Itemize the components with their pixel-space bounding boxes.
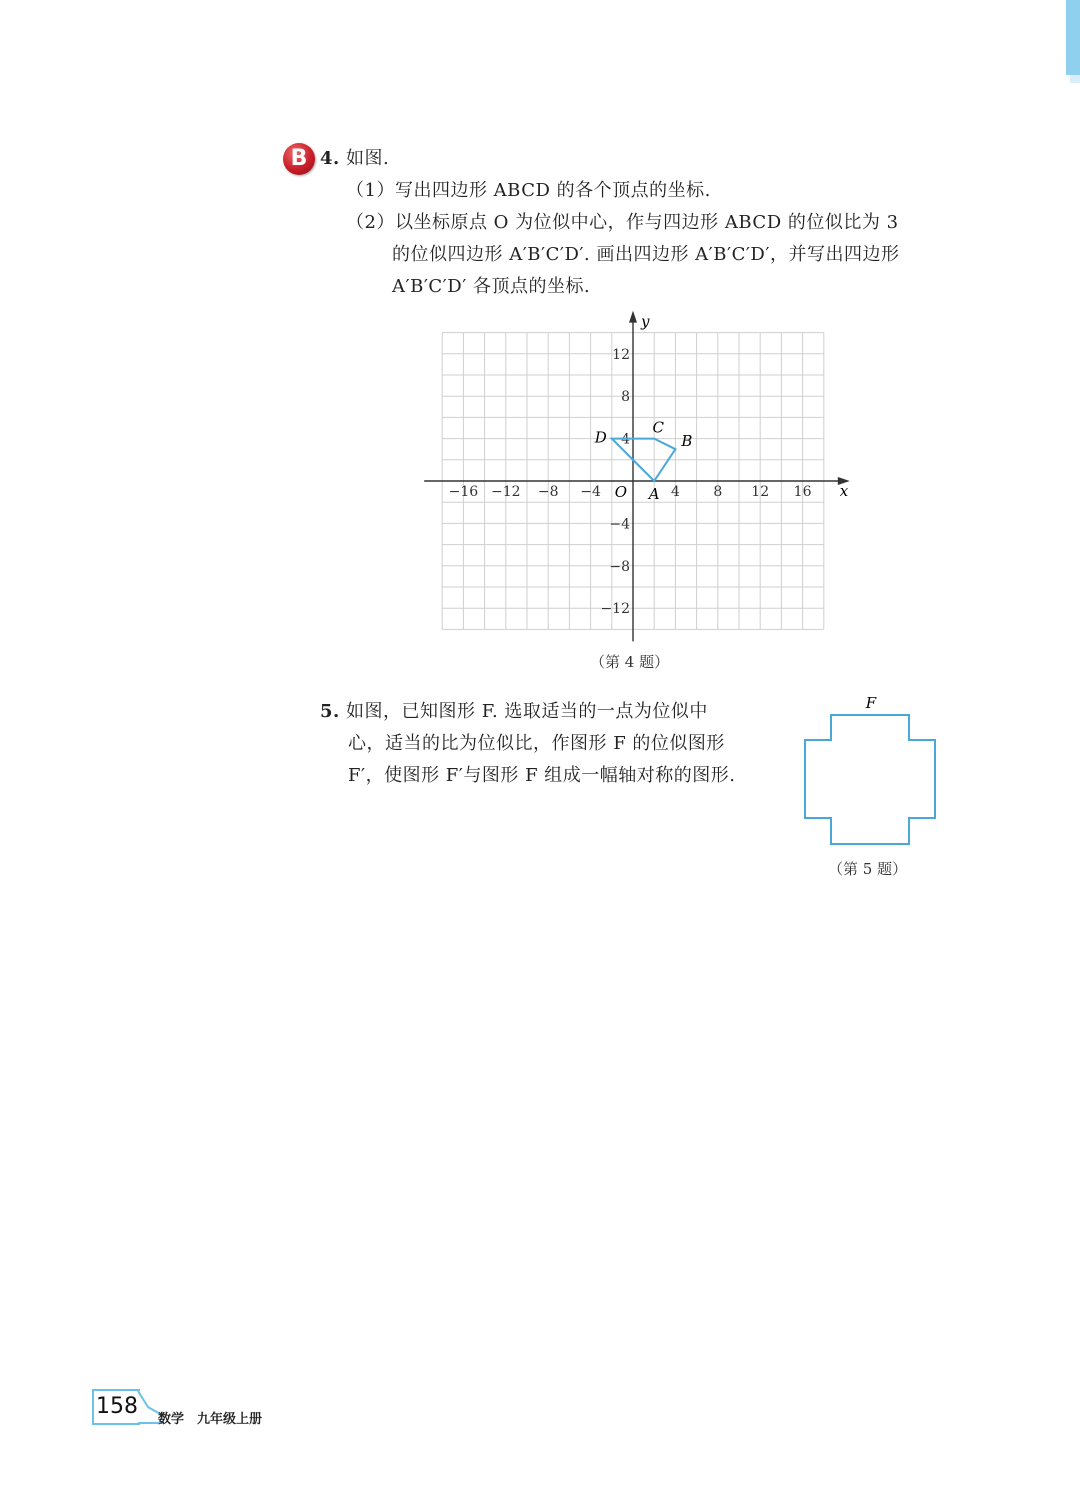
x-tick-label: −16 bbox=[448, 484, 479, 500]
vertex-label-a: A bbox=[648, 485, 660, 503]
vertex-label-b: B bbox=[681, 432, 693, 451]
q5-number: 5. bbox=[320, 701, 340, 722]
q5-line3: F′，使图形 F′与图形 F 组成一幅轴对称的图形. bbox=[348, 765, 736, 786]
q5-text-line1: 如图，已知图形 F. 选取适当的一点为位似中 bbox=[346, 701, 708, 722]
y-tick-label: −12 bbox=[600, 601, 630, 618]
coordinate-plane-chart bbox=[0, 0, 1080, 680]
figure-f-label: F bbox=[865, 694, 877, 712]
q4-part1: （1）写出四边形 ABCD 的各个顶点的坐标. bbox=[346, 180, 711, 201]
section-badge: B bbox=[283, 143, 315, 175]
vertex-label-d: D bbox=[594, 428, 607, 447]
q4-part2-line3: A′B′C′D′ 各顶点的坐标. bbox=[392, 276, 591, 297]
q4-part2-line2: 的位似四边形 A′B′C′D′. 画出四边形 A′B′C′D′，并写出四边形 bbox=[392, 244, 900, 265]
figure-f-shape bbox=[805, 715, 935, 844]
q5-line1 bbox=[320, 700, 708, 724]
y-tick-label: 4 bbox=[621, 431, 630, 448]
q4-caption: （第 4 题） bbox=[590, 653, 670, 671]
q4-intro: 如图. bbox=[346, 148, 390, 169]
vertex-label-c: C bbox=[652, 418, 664, 437]
figure-f bbox=[795, 690, 945, 855]
q4-part2-line1: （2）以坐标原点 O 为位似中心，作与四边形 ABCD 的位似比为 3 bbox=[346, 212, 899, 233]
x-tick-label: −8 bbox=[537, 484, 559, 500]
q4-number: 4. bbox=[320, 148, 340, 169]
page-number: 158 bbox=[92, 1389, 140, 1425]
tick-labels bbox=[449, 347, 812, 617]
y-axis-label: y bbox=[641, 312, 650, 331]
y-tick-label: −8 bbox=[609, 558, 630, 575]
y-axis-arrow bbox=[629, 311, 637, 323]
y-tick-label: 8 bbox=[621, 389, 630, 406]
book-title: 数学 九年级上册 bbox=[158, 1412, 263, 1427]
axes bbox=[424, 311, 850, 642]
x-axis-label: x bbox=[839, 482, 849, 500]
x-tick-label: 16 bbox=[793, 484, 812, 500]
q5-line2: 心，适当的比为位似比，作图形 F 的位似图形 bbox=[348, 733, 725, 754]
x-tick-label: −12 bbox=[491, 484, 521, 500]
x-tick-label: −4 bbox=[580, 484, 601, 500]
x-tick-label: 12 bbox=[751, 484, 770, 500]
y-tick-label: −4 bbox=[609, 516, 630, 533]
origin-label: O bbox=[614, 483, 627, 501]
x-tick-label: 4 bbox=[670, 484, 680, 500]
x-tick-label: 8 bbox=[713, 484, 723, 500]
y-tick-label: 12 bbox=[612, 346, 630, 363]
q5-caption: （第 5 题） bbox=[828, 860, 908, 878]
